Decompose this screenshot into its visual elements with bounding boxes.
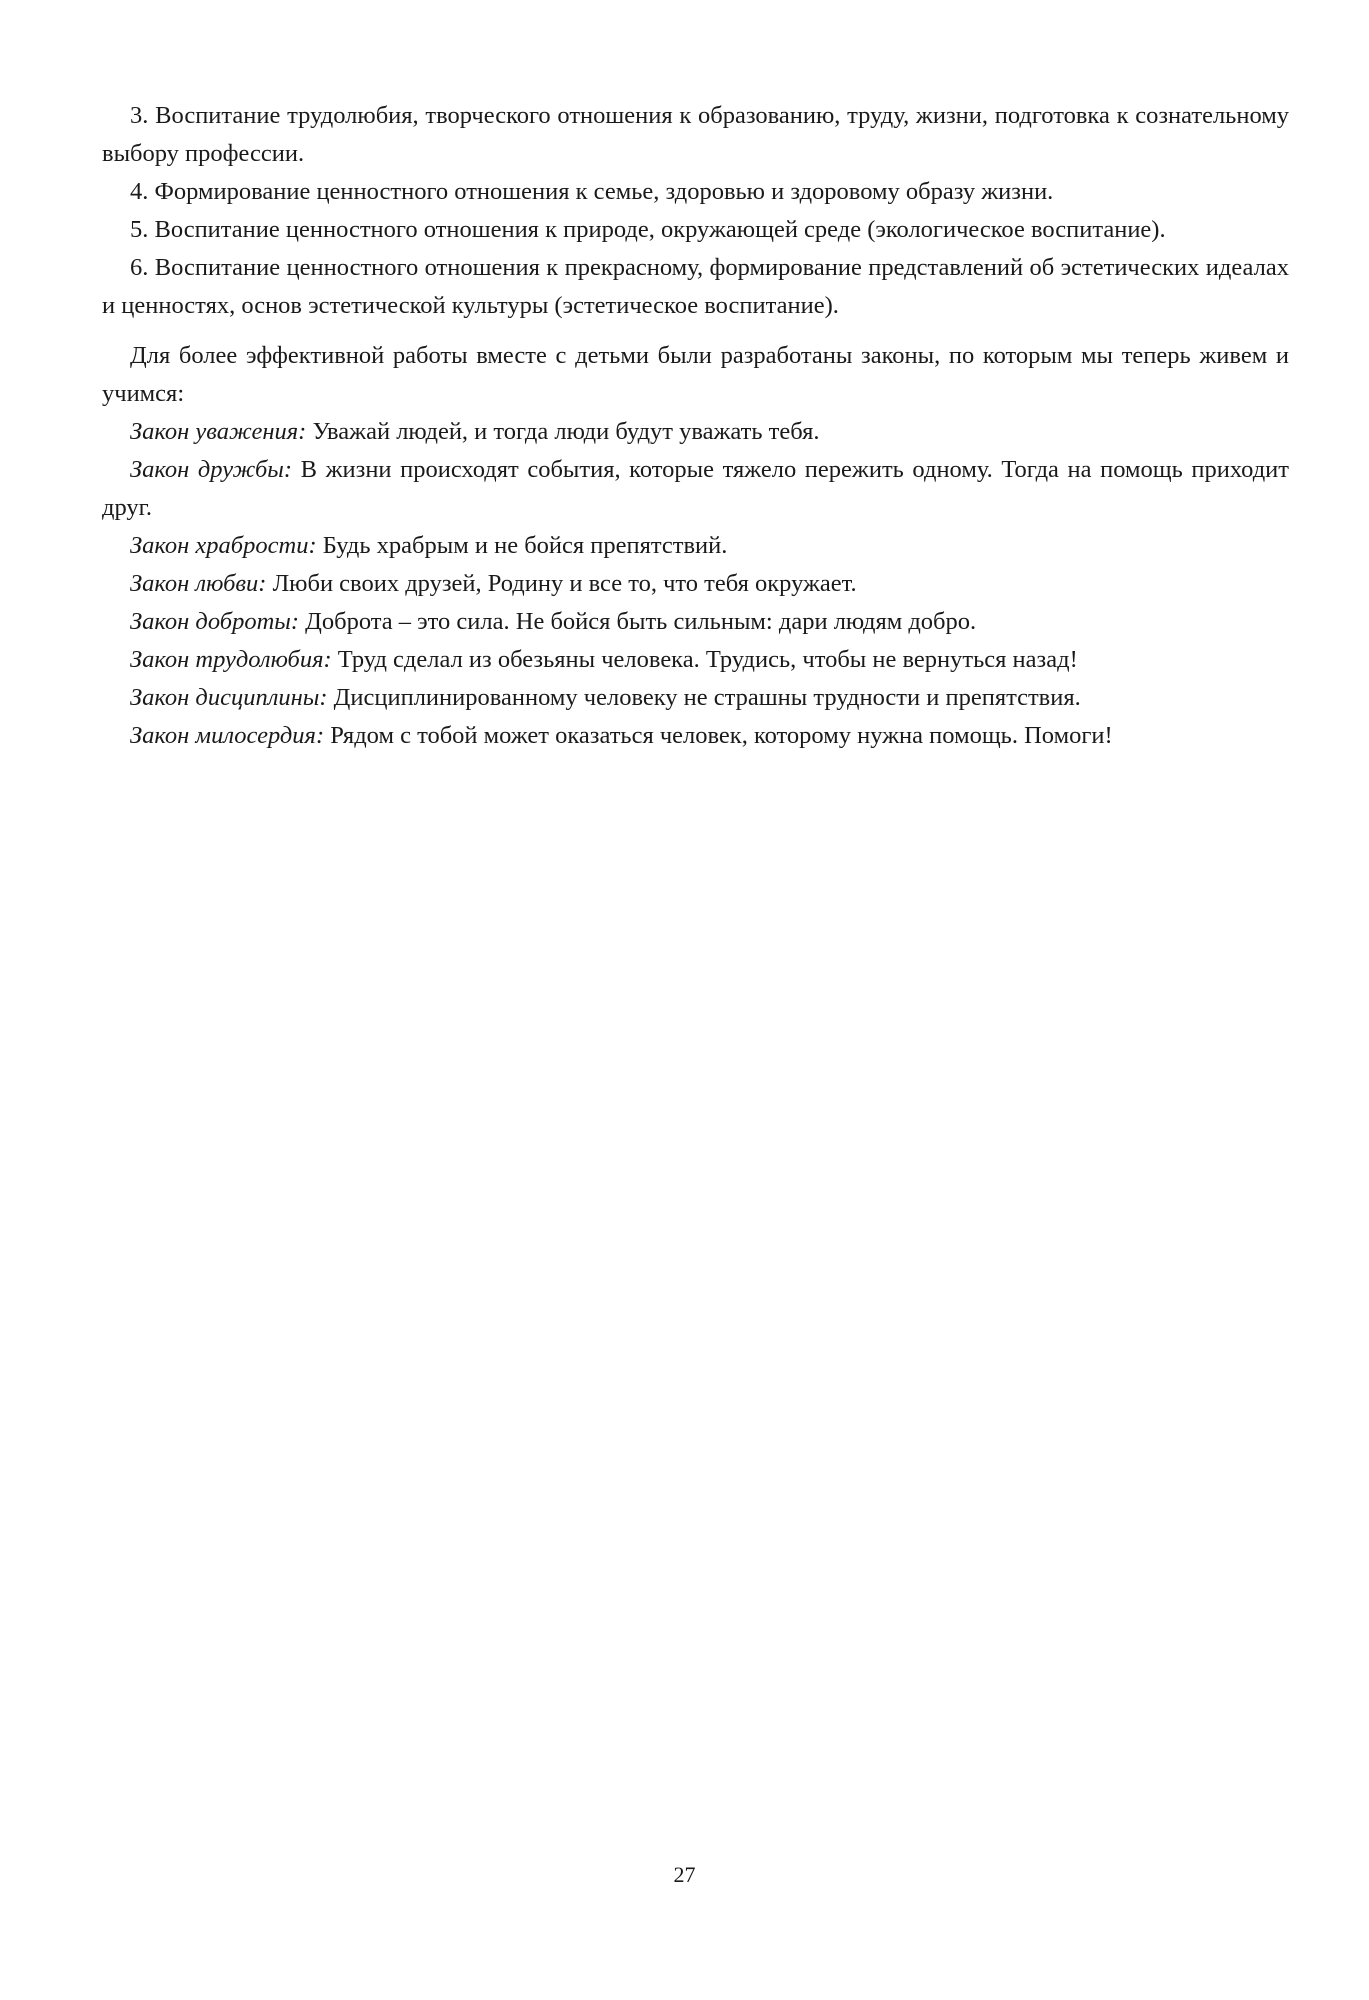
law-title: Закон храбрости: <box>130 532 317 559</box>
paragraph-item-3: 3. Воспитание трудолюбия, творческого отношения к образованию, труду, жизни, подготовка к сознательному выбору профессии. <box>102 102 1289 167</box>
law-text: Рядом с тобой может оказаться человек, которому нужна помощь. Помоги! <box>330 722 1113 749</box>
page-number: 27 <box>673 1862 696 1887</box>
paragraph-item-6: 6. Воспитание ценностного отношения к прекрасному, формирование представлений об эстетических идеалах и ценностях, основ эстетической культуры (эстетическое воспитание). <box>102 254 1289 319</box>
law-title: Закон дисциплины: <box>130 684 328 711</box>
paragraph-item-4: 4. Формирование ценностного отношения к семье, здоровью и здоровому образу жизни. <box>130 178 1054 205</box>
law-title: Закон любви: <box>130 570 267 597</box>
page-body <box>102 97 1289 755</box>
law-title: Закон милосердия: <box>130 722 325 749</box>
law-text: В жизни происходят события, которые тяжело пережить одному. Тогда на помощь приходит друг. <box>102 456 1290 521</box>
law-bravery <box>102 527 1289 565</box>
law-text: Труд сделал из обезьяны человека. Трудись, чтобы не вернуться назад! <box>337 646 1078 673</box>
paragraph-item-5: 5. Воспитание ценностного отношения к природе, окружающей среде (экологическое воспитание). <box>130 216 1166 243</box>
laws-intro: Для более эффективной работы вместе с детьми были разработаны законы, по которым мы теперь живем и учимся: <box>102 342 1289 407</box>
law-text: Уважай людей, и тогда люди будут уважать тебя. <box>312 418 820 445</box>
law-discipline <box>102 679 1289 717</box>
law-love <box>102 565 1289 603</box>
law-mercy <box>102 717 1289 755</box>
law-title: Закон трудолюбия: <box>130 646 332 673</box>
law-text: Доброта – это сила. Не бойся быть сильным: дари людям добро. <box>305 608 977 635</box>
law-title: Закон доброты: <box>130 608 300 635</box>
law-kindness <box>102 603 1289 641</box>
law-text: Дисциплинированному человеку не страшны трудности и препятствия. <box>333 684 1081 711</box>
law-diligence <box>102 641 1289 679</box>
law-title: Закон дружбы: <box>130 456 293 483</box>
law-text: Будь храбрым и не бойся препятствий. <box>322 532 728 559</box>
law-text: Люби своих друзей, Родину и все то, что тебя окружает. <box>272 570 857 597</box>
law-respect <box>102 413 1289 451</box>
law-title: Закон уважения: <box>130 418 307 445</box>
law-friendship <box>102 451 1289 527</box>
